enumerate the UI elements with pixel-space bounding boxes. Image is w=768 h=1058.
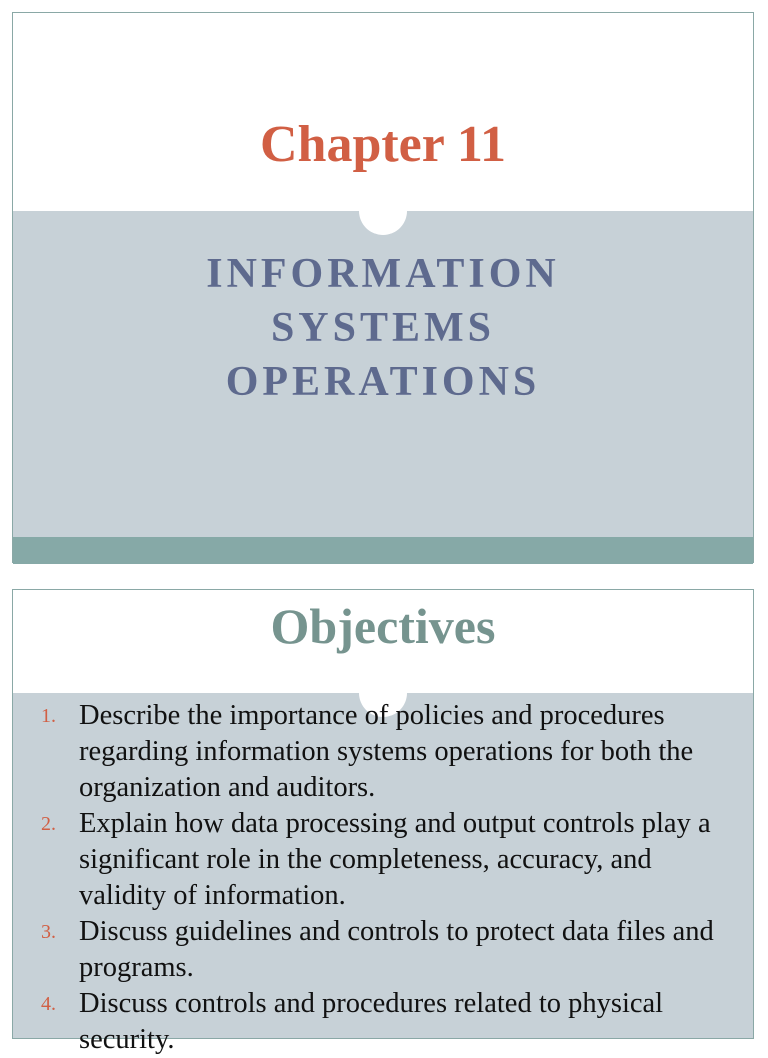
footer-band	[13, 537, 753, 564]
chapter-title: Chapter 11	[259, 116, 507, 173]
subtitle-line: INFORMATION	[206, 251, 560, 297]
objectives-title: Objectives	[270, 598, 496, 654]
item-text: Describe the importance of policies and procedures regarding information systems operations for both the organization and auditors.	[79, 700, 694, 803]
list-item	[13, 698, 753, 806]
item-text: Discuss guidelines and controls to protect data files and programs.	[79, 916, 714, 983]
subtitle-area	[13, 211, 753, 537]
objectives-slide	[12, 589, 754, 1055]
item-text: Explain how data processing and output controls play a significant role in the completeness, accuracy, and validity of information.	[79, 808, 711, 911]
list-item	[13, 914, 753, 986]
title-notch-decoration	[359, 187, 407, 235]
item-number: 2.	[41, 813, 56, 835]
item-number: 4.	[41, 993, 56, 1015]
list-item	[13, 806, 753, 914]
subtitle-line: SYSTEMS	[270, 305, 496, 351]
subtitle-line: OPERATIONS	[225, 359, 541, 405]
item-text: Discuss controls and procedures related to physical security.	[79, 988, 664, 1055]
title-area	[13, 13, 753, 211]
chapter-title-slide	[12, 12, 754, 563]
item-number: 3.	[41, 921, 56, 943]
item-number: 1.	[41, 705, 56, 727]
list-item	[13, 986, 753, 1058]
objectives-list	[13, 698, 753, 1058]
chapter-subtitle	[13, 247, 753, 409]
